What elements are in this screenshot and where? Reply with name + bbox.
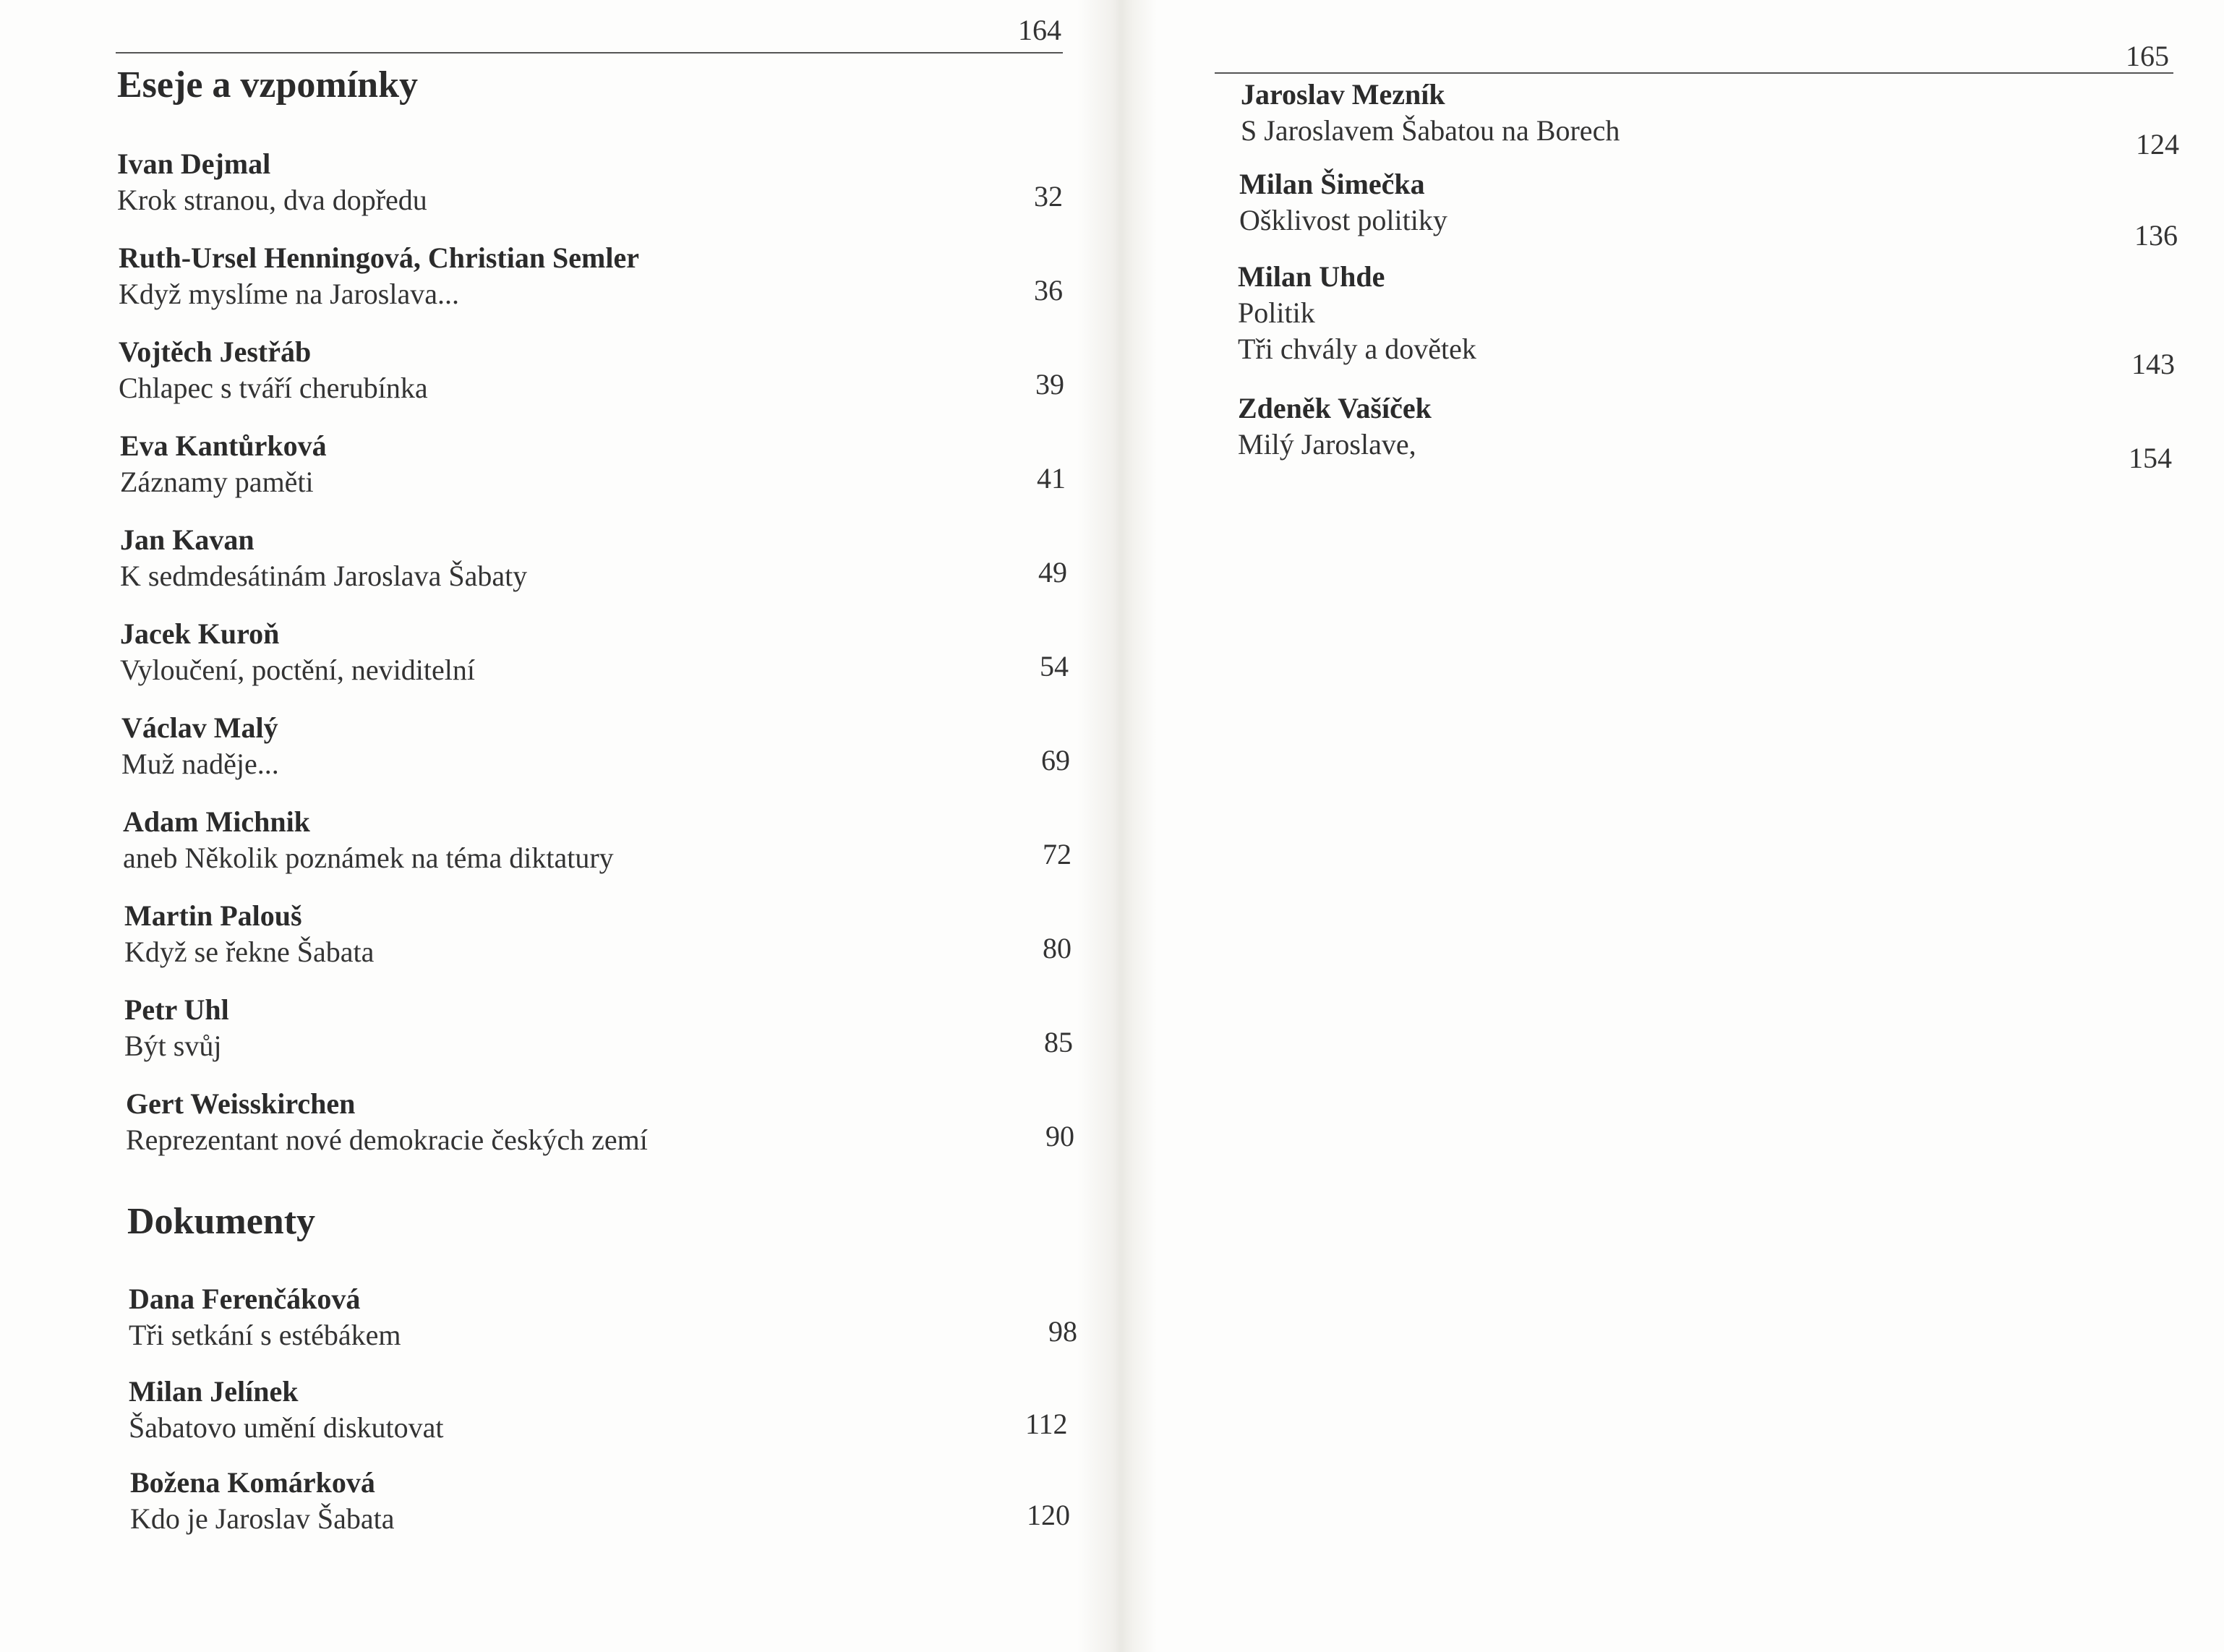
entry-title: Reprezentant nové demokracie českých zemí bbox=[126, 1124, 648, 1156]
entry-author: Božena Komárková bbox=[130, 1466, 375, 1499]
entry-page-number: 124 bbox=[2136, 128, 2179, 161]
entry-title: Milý Jaroslave, bbox=[1238, 428, 1416, 461]
entry-author: Adam Michnik bbox=[123, 805, 310, 838]
toc-entry[interactable] bbox=[1238, 259, 2175, 380]
entry-title: Krok stranou, dva dopředu bbox=[117, 184, 427, 216]
toc-entry[interactable] bbox=[120, 428, 1066, 500]
entry-page-number: 154 bbox=[2129, 442, 2172, 474]
toc-entry[interactable] bbox=[1238, 390, 2172, 474]
entry-title: Tři chvály a dovětek bbox=[1238, 333, 1476, 365]
entry-page-number: 72 bbox=[1043, 838, 1072, 870]
toc-entry[interactable] bbox=[124, 898, 1072, 970]
toc-entry[interactable] bbox=[130, 1465, 1070, 1537]
entry-page-number: 112 bbox=[1025, 1408, 1068, 1440]
entry-title: Vyloučení, poctění, neviditelní bbox=[120, 654, 475, 686]
entry-title: Muž naděje... bbox=[121, 748, 279, 780]
entry-page-number: 49 bbox=[1038, 556, 1067, 589]
entry-page-number: 32 bbox=[1034, 180, 1063, 213]
toc-entry[interactable] bbox=[1241, 77, 2179, 161]
entry-author: Zdeněk Vašíček bbox=[1238, 392, 1432, 424]
toc-entry[interactable] bbox=[123, 804, 1072, 876]
entry-title: Šabatovo umění diskutovat bbox=[129, 1411, 444, 1444]
left-page bbox=[0, 0, 1085, 1652]
entry-page-number: 136 bbox=[2134, 219, 2178, 252]
entry-author: Ruth-Ursel Henningová, Christian Semler bbox=[119, 241, 639, 274]
toc-entry[interactable] bbox=[129, 1374, 1068, 1446]
entry-page-number: 80 bbox=[1043, 932, 1072, 964]
entry-title: Ošklivost politiky bbox=[1239, 204, 1447, 236]
entry-page-number: 90 bbox=[1045, 1120, 1074, 1152]
entry-author: Jan Kavan bbox=[120, 523, 255, 556]
entry-title: Když myslíme na Jaroslava... bbox=[119, 278, 459, 310]
entry-title: S Jaroslavem Šabatou na Borech bbox=[1241, 114, 1620, 147]
entry-author: Václav Malý bbox=[121, 711, 278, 744]
toc-entry[interactable] bbox=[129, 1281, 1077, 1353]
entry-author: Martin Palouš bbox=[124, 899, 302, 932]
toc-entry[interactable] bbox=[121, 710, 1070, 782]
entry-author: Petr Uhl bbox=[124, 993, 229, 1026]
entry-page-number: 41 bbox=[1037, 462, 1066, 495]
entry-page-number: 39 bbox=[1035, 368, 1064, 401]
entry-title: Když se řekne Šabata bbox=[124, 936, 375, 968]
entry-page-number: 98 bbox=[1048, 1315, 1077, 1348]
page-number: 165 bbox=[2126, 40, 2169, 72]
entry-author: Milan Uhde bbox=[1238, 260, 1385, 293]
entry-title: Politik bbox=[1238, 296, 1315, 329]
book-gutter bbox=[1077, 0, 1157, 1652]
entry-author: Milan Jelínek bbox=[129, 1375, 299, 1408]
entry-author: Ivan Dejmal bbox=[117, 147, 271, 180]
toc-entry[interactable] bbox=[124, 992, 1073, 1064]
entry-page-number: 54 bbox=[1040, 650, 1069, 682]
page-number: 164 bbox=[1018, 14, 1061, 46]
header-rule bbox=[1215, 72, 2173, 74]
entry-author: Jaroslav Mezník bbox=[1241, 78, 1445, 111]
toc-entry[interactable] bbox=[120, 616, 1069, 688]
section-title: Eseje a vzpomínky bbox=[117, 64, 418, 106]
entry-author: Jacek Kuroň bbox=[120, 617, 280, 650]
entry-page-number: 36 bbox=[1034, 274, 1063, 307]
toc-entry[interactable] bbox=[126, 1086, 1074, 1158]
toc-entry[interactable] bbox=[120, 522, 1067, 594]
toc-entry[interactable] bbox=[117, 146, 1063, 218]
toc-entry[interactable] bbox=[119, 240, 1063, 312]
toc-entry[interactable] bbox=[1239, 166, 2178, 252]
entry-title: aneb Několik poznámek na téma diktatury bbox=[123, 842, 614, 874]
entry-author: Eva Kantůrková bbox=[120, 429, 327, 462]
entry-title: Chlapec s tváří cherubínka bbox=[119, 372, 428, 404]
entry-title: Být svůj bbox=[124, 1030, 222, 1062]
entry-page-number: 143 bbox=[2131, 348, 2175, 380]
toc-entry[interactable] bbox=[119, 334, 1064, 406]
entry-page-number: 120 bbox=[1027, 1499, 1070, 1531]
header-rule bbox=[116, 52, 1063, 54]
entry-title: Záznamy paměti bbox=[120, 466, 314, 498]
entry-page-number: 69 bbox=[1041, 744, 1070, 776]
entry-page-number: 85 bbox=[1044, 1026, 1073, 1058]
entry-title: Kdo je Jaroslav Šabata bbox=[130, 1502, 395, 1535]
entry-author: Dana Ferenčáková bbox=[129, 1283, 361, 1315]
entry-author: Milan Šimečka bbox=[1239, 168, 1425, 200]
section-title: Dokumenty bbox=[127, 1201, 316, 1242]
entry-author: Vojtěch Jestřáb bbox=[119, 335, 312, 368]
right-page bbox=[1157, 0, 2224, 1652]
entry-title: Tři setkání s estébákem bbox=[129, 1319, 401, 1351]
entry-title: K sedmdesátinám Jaroslava Šabaty bbox=[120, 560, 528, 592]
entry-author: Gert Weisskirchen bbox=[126, 1087, 356, 1120]
